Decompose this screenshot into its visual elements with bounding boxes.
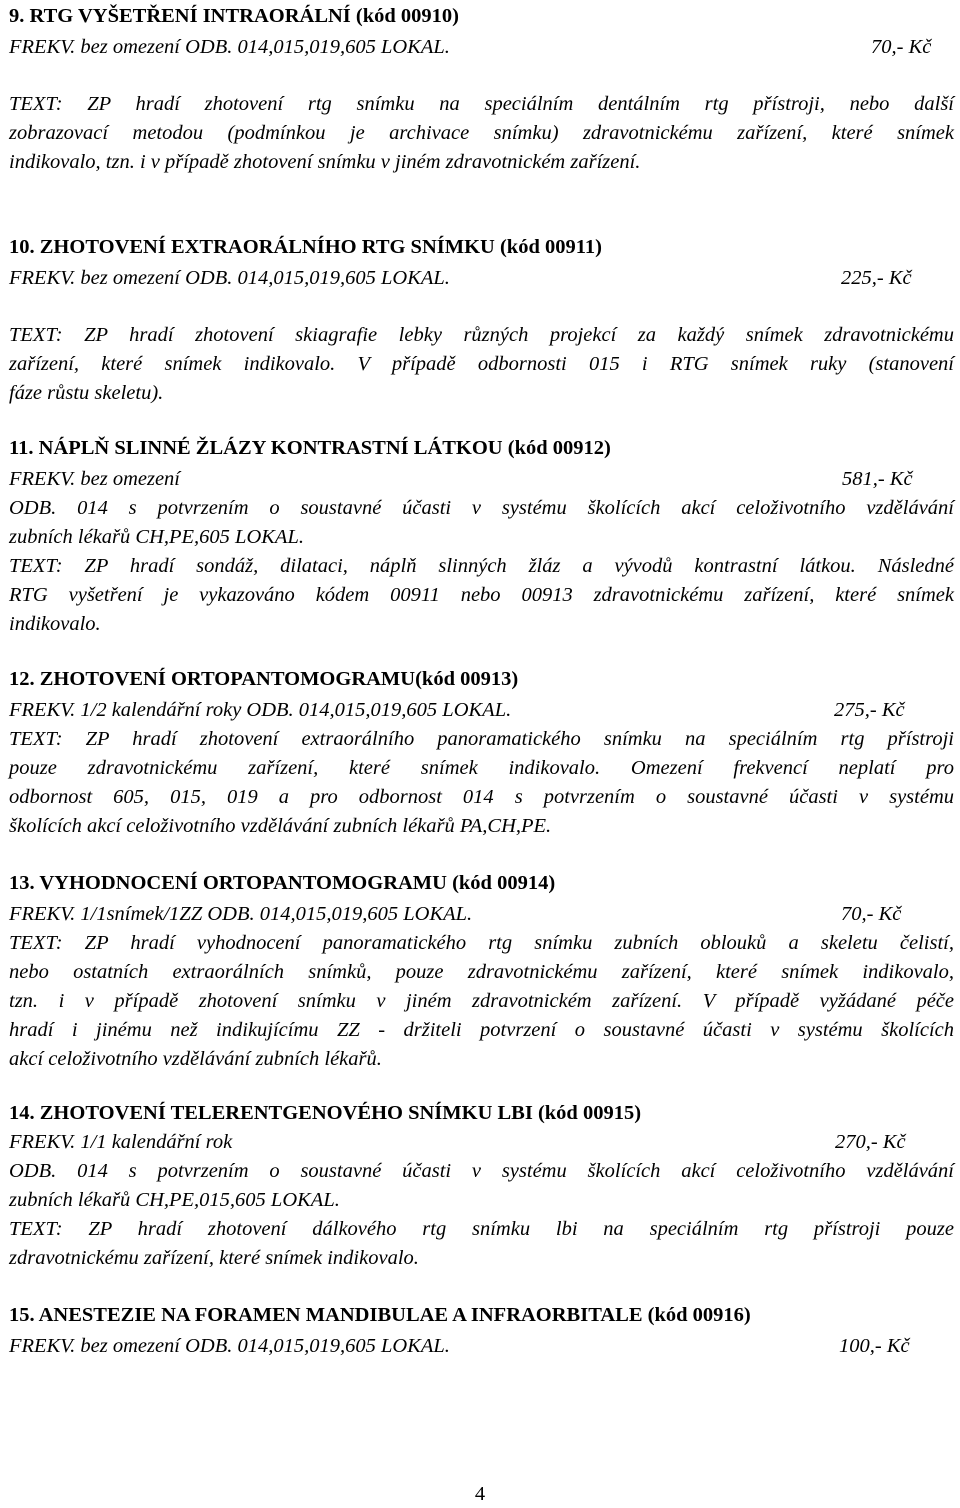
frequency-text: FREKV. bez omezení [9, 468, 180, 490]
frequency-text: FREKV. 1/1snímek/1ZZ ODB. 014,015,019,605 LOKAL. [9, 903, 473, 925]
text-line: zobrazovací metodou (podmínkou je archivace snímku) zdravotnickému zařízení, které snímek [9, 122, 954, 144]
text-line: nebo ostatních extraorálních snímků, pouze zdravotnickému zařízení, které snímek indikovalo, [9, 961, 954, 983]
odb-line: ODB. 014 s potvrzením o soustavné účasti v systému školících akcí celoživotního vzdělávání [9, 1160, 954, 1182]
frequency-text: FREKV. bez omezení ODB. 014,015,019,605 LOKAL. [9, 267, 450, 289]
text-line: indikovalo, tzn. i v případě zhotovení snímku v jiném zdravotnickém zařízení. [9, 151, 641, 173]
frequency-text: FREKV. 1/1 kalendářní rok [9, 1131, 233, 1153]
price: 275,- Kč [834, 699, 905, 721]
frequency-text: FREKV. bez omezení ODB. 014,015,019,605 LOKAL. [9, 36, 450, 58]
frequency-line [9, 264, 954, 292]
frequency-line [9, 900, 954, 928]
section-heading: 14. ZHOTOVENÍ TELERENTGENOVÉHO SNÍMKU LBI (kód 00915) [9, 1102, 642, 1124]
frequency-line [9, 465, 954, 493]
odb-line: ODB. 014 s potvrzením o soustavné účasti v systému školících akcí celoživotního vzdělávání [9, 497, 954, 519]
text-line: TEXT: ZP hradí zhotovení dálkového rtg snímku lbi na speciálním rtg přístroji pouze [9, 1218, 954, 1240]
price: 581,- Kč [842, 468, 913, 490]
text-line: fáze růstu skeletu). [9, 382, 164, 404]
text-line: akcí celoživotního vzdělávání zubních lékařů. [9, 1048, 382, 1070]
odb-line: zubních lékařů CH,PE,015,605 LOKAL. [9, 1189, 340, 1211]
section-heading: 11. NÁPLŇ SLINNÉ ŽLÁZY KONTRASTNÍ LÁTKOU (kód 00912) [9, 437, 611, 459]
text-line: pouze zdravotnickému zařízení, které snímek indikovalo. Omezení frekvencí neplatí pro [9, 757, 954, 779]
frequency-line [9, 696, 954, 724]
price: 70,- Kč [841, 903, 902, 925]
price: 100,- Kč [839, 1335, 910, 1357]
frequency-line [9, 1128, 954, 1156]
price: 270,- Kč [835, 1131, 906, 1153]
text-line: TEXT: ZP hradí zhotovení rtg snímku na speciálním dentálním rtg přístroji, nebo další [9, 93, 954, 115]
section-heading: 13. VYHODNOCENÍ ORTOPANTOMOGRAMU (kód 00914) [9, 872, 556, 894]
page-number: 4 [474, 1483, 486, 1505]
section-heading: 9. RTG VYŠETŘENÍ INTRAORÁLNÍ (kód 00910) [9, 5, 459, 27]
odb-line: zubních lékařů CH,PE,605 LOKAL. [9, 526, 304, 548]
text-line: TEXT: ZP hradí zhotovení extraorálního panoramatického snímku na speciálním rtg přístroji [9, 728, 954, 750]
text-line: TEXT: ZP hradí sondáž, dilataci, náplň slinných žláz a vývodů kontrastní látkou. Následné [9, 555, 954, 577]
text-line: hradí i jinému než indikujícímu ZZ - držiteli potvrzení o soustavné účasti v systému školících [9, 1019, 954, 1041]
text-line: odbornost 605, 015, 019 a pro odbornost 014 s potvrzením o soustavné účasti v systému [9, 786, 954, 808]
text-line: školících akcí celoživotního vzdělávání zubních lékařů PA,CH,PE. [9, 815, 552, 837]
frequency-text: FREKV. 1/2 kalendářní roky ODB. 014,015,019,605 LOKAL. [9, 699, 512, 721]
price: 225,- Kč [841, 267, 912, 289]
text-line: zařízení, které snímek indikovalo. V případě odbornosti 015 i RTG snímek ruky (stanovení [9, 353, 954, 375]
frequency-line [9, 33, 954, 61]
text-line: RTG vyšetření je vykazováno kódem 00911 nebo 00913 zdravotnickému zařízení, které snímek [9, 584, 954, 606]
section-heading: 15. ANESTEZIE NA FORAMEN MANDIBULAE A INFRAORBITALE (kód 00916) [9, 1304, 751, 1326]
frequency-line [9, 1332, 954, 1360]
text-line: TEXT: ZP hradí vyhodnocení panoramatického rtg snímku zubních oblouků a skeletu čelistí, [9, 932, 954, 954]
price: 70,- Kč [871, 36, 932, 58]
text-line: indikovalo. [9, 613, 101, 635]
frequency-text: FREKV. bez omezení ODB. 014,015,019,605 LOKAL. [9, 1335, 450, 1357]
text-line: tzn. i v případě zhotovení snímku v jiném zdravotnickém zařízení. V případě vyžádané péče [9, 990, 954, 1012]
text-line: zdravotnickému zařízení, které snímek indikovalo. [9, 1247, 419, 1269]
section-heading: 10. ZHOTOVENÍ EXTRAORÁLNÍHO RTG SNÍMKU (kód 00911) [9, 236, 602, 258]
section-heading: 12. ZHOTOVENÍ ORTOPANTOMOGRAMU(kód 00913) [9, 668, 519, 690]
text-line: TEXT: ZP hradí zhotovení skiagrafie lebky různých projekcí za každý snímek zdravotnickému [9, 324, 954, 346]
